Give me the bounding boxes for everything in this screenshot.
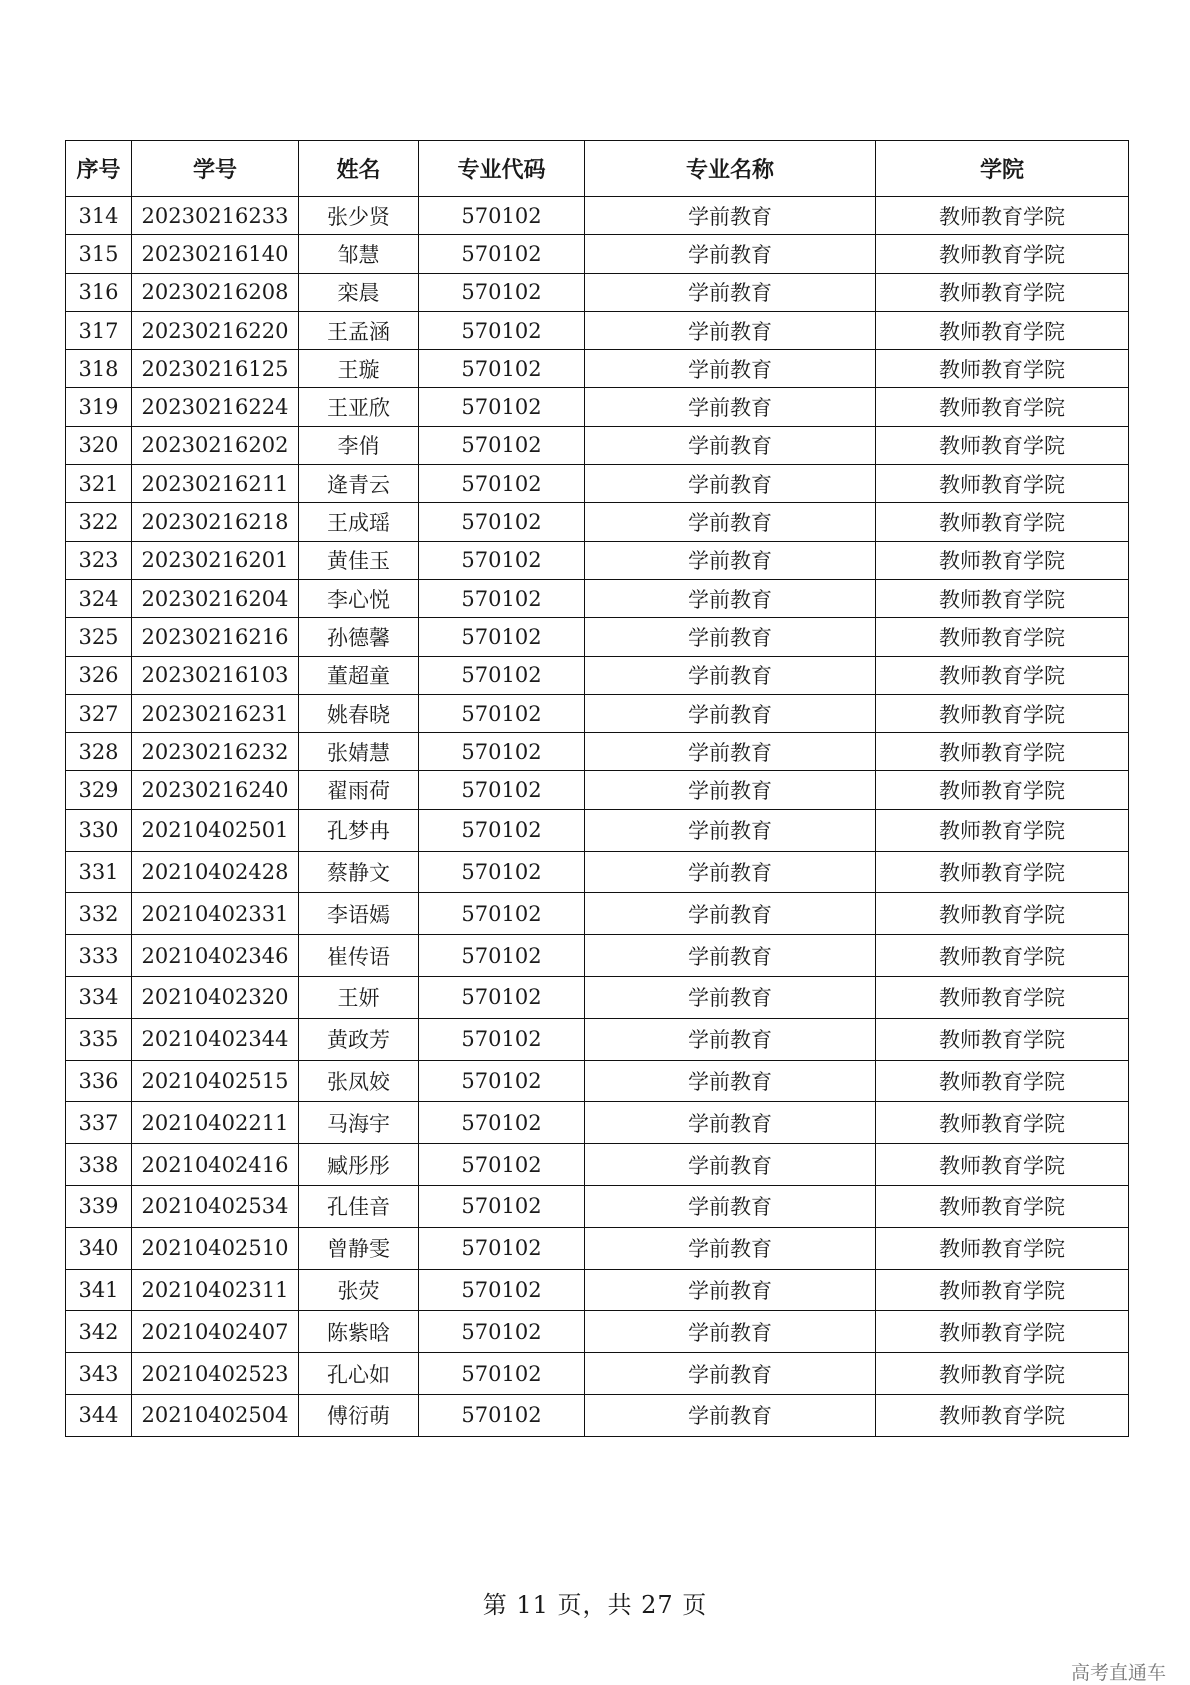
cell-col-name: 张荧	[299, 1269, 419, 1311]
cell-col-student-id: 20230216125	[132, 350, 299, 388]
table-row	[66, 426, 1129, 464]
cell-col-student-id: 20230216202	[132, 426, 299, 464]
cell-col-name: 姚春晓	[299, 694, 419, 732]
cell-col-index: 316	[66, 273, 132, 311]
table-row	[66, 694, 1129, 732]
cell-col-college: 教师教育学院	[876, 851, 1129, 893]
cell-col-major-code: 570102	[419, 809, 585, 851]
cell-col-name: 陈紫晗	[299, 1311, 419, 1353]
cell-col-college: 教师教育学院	[876, 426, 1129, 464]
table-row	[66, 935, 1129, 977]
cell-col-college: 教师教育学院	[876, 579, 1129, 617]
cell-col-index: 340	[66, 1227, 132, 1269]
cell-col-major-name: 学前教育	[585, 273, 876, 311]
table-row	[66, 1269, 1129, 1311]
table-row	[66, 771, 1129, 809]
cell-col-college: 教师教育学院	[876, 1269, 1129, 1311]
cell-col-major-name: 学前教育	[585, 976, 876, 1018]
cell-col-index: 342	[66, 1311, 132, 1353]
cell-col-college: 教师教育学院	[876, 809, 1129, 851]
cell-col-index: 321	[66, 465, 132, 503]
cell-col-index: 332	[66, 893, 132, 935]
cell-col-name: 孙德馨	[299, 618, 419, 656]
cell-col-major-code: 570102	[419, 503, 585, 541]
cell-col-index: 343	[66, 1353, 132, 1395]
table-row	[66, 1227, 1129, 1269]
header-col-major-code: 专业代码	[419, 141, 585, 197]
cell-col-college: 教师教育学院	[876, 1018, 1129, 1060]
cell-col-index: 337	[66, 1102, 132, 1144]
cell-col-college: 教师教育学院	[876, 541, 1129, 579]
cell-col-college: 教师教育学院	[876, 1144, 1129, 1186]
cell-col-name: 黄佳玉	[299, 541, 419, 579]
cell-col-student-id: 20230216216	[132, 618, 299, 656]
cell-col-index: 338	[66, 1144, 132, 1186]
cell-col-major-name: 学前教育	[585, 541, 876, 579]
table-row	[66, 465, 1129, 503]
cell-col-major-code: 570102	[419, 656, 585, 694]
cell-col-index: 344	[66, 1394, 132, 1436]
cell-col-name: 张凤姣	[299, 1060, 419, 1102]
cell-col-student-id: 20210402504	[132, 1394, 299, 1436]
cell-col-student-id: 20230216103	[132, 656, 299, 694]
header-col-college: 学院	[876, 141, 1129, 197]
table-row	[66, 851, 1129, 893]
cell-col-name: 孔心如	[299, 1353, 419, 1395]
cell-col-student-id: 20230216140	[132, 235, 299, 273]
header-col-name: 姓名	[299, 141, 419, 197]
student-list-table	[65, 140, 1129, 1437]
cell-col-name: 王亚欣	[299, 388, 419, 426]
cell-col-college: 教师教育学院	[876, 771, 1129, 809]
cell-col-name: 马海宇	[299, 1102, 419, 1144]
cell-col-student-id: 20210402311	[132, 1269, 299, 1311]
cell-col-student-id: 20210402428	[132, 851, 299, 893]
table-row	[66, 388, 1129, 426]
cell-col-name: 李心悦	[299, 579, 419, 617]
cell-col-major-name: 学前教育	[585, 1144, 876, 1186]
table-row	[66, 1185, 1129, 1227]
cell-col-major-name: 学前教育	[585, 893, 876, 935]
table-row	[66, 733, 1129, 771]
cell-col-major-code: 570102	[419, 1394, 585, 1436]
cell-col-major-code: 570102	[419, 273, 585, 311]
cell-col-name: 董超童	[299, 656, 419, 694]
cell-col-student-id: 20230216231	[132, 694, 299, 732]
cell-col-major-code: 570102	[419, 311, 585, 349]
cell-col-major-name: 学前教育	[585, 771, 876, 809]
cell-col-name: 曾静雯	[299, 1227, 419, 1269]
cell-col-major-code: 570102	[419, 893, 585, 935]
watermark-text: 高考直通车	[1070, 1662, 1166, 1684]
cell-col-major-code: 570102	[419, 935, 585, 977]
cell-col-major-name: 学前教育	[585, 809, 876, 851]
cell-col-student-id: 20210402515	[132, 1060, 299, 1102]
cell-col-college: 教师教育学院	[876, 694, 1129, 732]
cell-col-name: 李语嫣	[299, 893, 419, 935]
cell-col-major-name: 学前教育	[585, 1185, 876, 1227]
cell-col-major-code: 570102	[419, 465, 585, 503]
cell-col-major-name: 学前教育	[585, 350, 876, 388]
cell-col-name: 崔传语	[299, 935, 419, 977]
cell-col-college: 教师教育学院	[876, 893, 1129, 935]
cell-col-college: 教师教育学院	[876, 350, 1129, 388]
cell-col-major-code: 570102	[419, 851, 585, 893]
cell-col-name: 蔡静文	[299, 851, 419, 893]
cell-col-major-name: 学前教育	[585, 388, 876, 426]
cell-col-student-id: 20210402346	[132, 935, 299, 977]
cell-col-major-name: 学前教育	[585, 426, 876, 464]
cell-col-college: 教师教育学院	[876, 273, 1129, 311]
table-row	[66, 893, 1129, 935]
cell-col-student-id: 20210402407	[132, 1311, 299, 1353]
table-row	[66, 809, 1129, 851]
cell-col-student-id: 20230216204	[132, 579, 299, 617]
table-row	[66, 1144, 1129, 1186]
cell-col-major-code: 570102	[419, 1185, 585, 1227]
cell-col-major-name: 学前教育	[585, 1269, 876, 1311]
cell-col-index: 327	[66, 694, 132, 732]
cell-col-index: 329	[66, 771, 132, 809]
cell-col-name: 王孟涵	[299, 311, 419, 349]
cell-col-major-code: 570102	[419, 579, 585, 617]
table-row	[66, 235, 1129, 273]
cell-col-major-code: 570102	[419, 1060, 585, 1102]
cell-col-index: 315	[66, 235, 132, 273]
table-row	[66, 311, 1129, 349]
cell-col-name: 邹慧	[299, 235, 419, 273]
cell-col-name: 孔梦冉	[299, 809, 419, 851]
cell-col-name: 黄政芳	[299, 1018, 419, 1060]
cell-col-index: 320	[66, 426, 132, 464]
cell-col-major-code: 570102	[419, 1353, 585, 1395]
cell-col-name: 栾晨	[299, 273, 419, 311]
table-row	[66, 541, 1129, 579]
cell-col-major-code: 570102	[419, 235, 585, 273]
cell-col-college: 教师教育学院	[876, 1353, 1129, 1395]
cell-col-index: 333	[66, 935, 132, 977]
cell-col-index: 331	[66, 851, 132, 893]
cell-col-major-name: 学前教育	[585, 694, 876, 732]
table-row	[66, 1018, 1129, 1060]
cell-col-student-id: 20230216240	[132, 771, 299, 809]
cell-col-major-code: 570102	[419, 618, 585, 656]
cell-col-major-code: 570102	[419, 1227, 585, 1269]
cell-col-index: 317	[66, 311, 132, 349]
cell-col-student-id: 20230216233	[132, 197, 299, 235]
cell-col-college: 教师教育学院	[876, 388, 1129, 426]
cell-col-college: 教师教育学院	[876, 1102, 1129, 1144]
cell-col-student-id: 20210402523	[132, 1353, 299, 1395]
table-row	[66, 1353, 1129, 1395]
cell-col-college: 教师教育学院	[876, 235, 1129, 273]
cell-col-student-id: 20210402331	[132, 893, 299, 935]
cell-col-major-name: 学前教育	[585, 465, 876, 503]
table-row	[66, 1394, 1129, 1436]
cell-col-major-name: 学前教育	[585, 656, 876, 694]
page-number-footer: 第 11 页，共 27 页	[482, 1591, 708, 1619]
table-row	[66, 1060, 1129, 1102]
cell-col-index: 318	[66, 350, 132, 388]
table-row	[66, 273, 1129, 311]
cell-col-major-code: 570102	[419, 694, 585, 732]
table-row	[66, 350, 1129, 388]
cell-col-college: 教师教育学院	[876, 1394, 1129, 1436]
cell-col-major-code: 570102	[419, 1144, 585, 1186]
table-row	[66, 579, 1129, 617]
cell-col-major-name: 学前教育	[585, 1311, 876, 1353]
cell-col-major-name: 学前教育	[585, 235, 876, 273]
cell-col-index: 319	[66, 388, 132, 426]
cell-col-index: 330	[66, 809, 132, 851]
table-header-row	[66, 141, 1129, 197]
header-col-major-name: 专业名称	[585, 141, 876, 197]
cell-col-major-name: 学前教育	[585, 733, 876, 771]
cell-col-student-id: 20230216232	[132, 733, 299, 771]
cell-col-major-name: 学前教育	[585, 1060, 876, 1102]
cell-col-index: 334	[66, 976, 132, 1018]
cell-col-major-code: 570102	[419, 1311, 585, 1353]
cell-col-name: 张少贤	[299, 197, 419, 235]
cell-col-college: 教师教育学院	[876, 1185, 1129, 1227]
cell-col-major-name: 学前教育	[585, 503, 876, 541]
cell-col-major-name: 学前教育	[585, 1102, 876, 1144]
cell-col-major-code: 570102	[419, 350, 585, 388]
cell-col-college: 教师教育学院	[876, 197, 1129, 235]
cell-col-name: 逄青云	[299, 465, 419, 503]
cell-col-index: 326	[66, 656, 132, 694]
cell-col-student-id: 20230216201	[132, 541, 299, 579]
cell-col-student-id: 20210402211	[132, 1102, 299, 1144]
cell-col-major-name: 学前教育	[585, 618, 876, 656]
cell-col-major-name: 学前教育	[585, 1394, 876, 1436]
cell-col-index: 336	[66, 1060, 132, 1102]
cell-col-major-code: 570102	[419, 1269, 585, 1311]
cell-col-name: 孔佳音	[299, 1185, 419, 1227]
cell-col-college: 教师教育学院	[876, 935, 1129, 977]
cell-col-name: 臧彤彤	[299, 1144, 419, 1186]
header-col-student-id: 学号	[132, 141, 299, 197]
cell-col-college: 教师教育学院	[876, 1311, 1129, 1353]
cell-col-major-name: 学前教育	[585, 1018, 876, 1060]
cell-col-college: 教师教育学院	[876, 976, 1129, 1018]
cell-col-name: 傅衍萌	[299, 1394, 419, 1436]
cell-col-index: 324	[66, 579, 132, 617]
cell-col-college: 教师教育学院	[876, 618, 1129, 656]
cell-col-student-id: 20210402510	[132, 1227, 299, 1269]
table-row	[66, 197, 1129, 235]
cell-col-major-code: 570102	[419, 1102, 585, 1144]
cell-col-index: 322	[66, 503, 132, 541]
cell-col-student-id: 20230216224	[132, 388, 299, 426]
cell-col-index: 335	[66, 1018, 132, 1060]
cell-col-index: 339	[66, 1185, 132, 1227]
table-row	[66, 1311, 1129, 1353]
cell-col-index: 341	[66, 1269, 132, 1311]
cell-col-college: 教师教育学院	[876, 733, 1129, 771]
cell-col-name: 王璇	[299, 350, 419, 388]
table-row	[66, 618, 1129, 656]
cell-col-major-code: 570102	[419, 1018, 585, 1060]
cell-col-index: 314	[66, 197, 132, 235]
cell-col-major-name: 学前教育	[585, 1227, 876, 1269]
cell-col-major-code: 570102	[419, 426, 585, 464]
table-body	[66, 197, 1129, 1437]
table-row	[66, 503, 1129, 541]
cell-col-major-code: 570102	[419, 976, 585, 1018]
cell-col-major-name: 学前教育	[585, 579, 876, 617]
cell-col-name: 李俏	[299, 426, 419, 464]
cell-col-major-name: 学前教育	[585, 311, 876, 349]
cell-col-college: 教师教育学院	[876, 656, 1129, 694]
cell-col-major-code: 570102	[419, 388, 585, 426]
cell-col-college: 教师教育学院	[876, 1227, 1129, 1269]
cell-col-major-code: 570102	[419, 771, 585, 809]
table-row	[66, 1102, 1129, 1144]
header-col-index: 序号	[66, 141, 132, 197]
cell-col-index: 323	[66, 541, 132, 579]
cell-col-name: 翟雨荷	[299, 771, 419, 809]
cell-col-student-id: 20210402534	[132, 1185, 299, 1227]
cell-col-name: 王妍	[299, 976, 419, 1018]
cell-col-major-name: 学前教育	[585, 1353, 876, 1395]
cell-col-student-id: 20230216208	[132, 273, 299, 311]
cell-col-college: 教师教育学院	[876, 1060, 1129, 1102]
cell-col-student-id: 20210402320	[132, 976, 299, 1018]
table-row	[66, 976, 1129, 1018]
cell-col-college: 教师教育学院	[876, 311, 1129, 349]
cell-col-student-id: 20230216211	[132, 465, 299, 503]
cell-col-index: 328	[66, 733, 132, 771]
table-row	[66, 656, 1129, 694]
cell-col-student-id: 20210402344	[132, 1018, 299, 1060]
cell-col-major-code: 570102	[419, 733, 585, 771]
cell-col-college: 教师教育学院	[876, 503, 1129, 541]
cell-col-student-id: 20210402416	[132, 1144, 299, 1186]
cell-col-student-id: 20230216220	[132, 311, 299, 349]
cell-col-major-code: 570102	[419, 541, 585, 579]
cell-col-name: 张婧慧	[299, 733, 419, 771]
cell-col-major-name: 学前教育	[585, 935, 876, 977]
cell-col-major-name: 学前教育	[585, 197, 876, 235]
cell-col-major-code: 570102	[419, 197, 585, 235]
cell-col-index: 325	[66, 618, 132, 656]
cell-col-name: 王成瑶	[299, 503, 419, 541]
cell-col-student-id: 20230216218	[132, 503, 299, 541]
cell-col-student-id: 20210402501	[132, 809, 299, 851]
cell-col-college: 教师教育学院	[876, 465, 1129, 503]
cell-col-major-name: 学前教育	[585, 851, 876, 893]
